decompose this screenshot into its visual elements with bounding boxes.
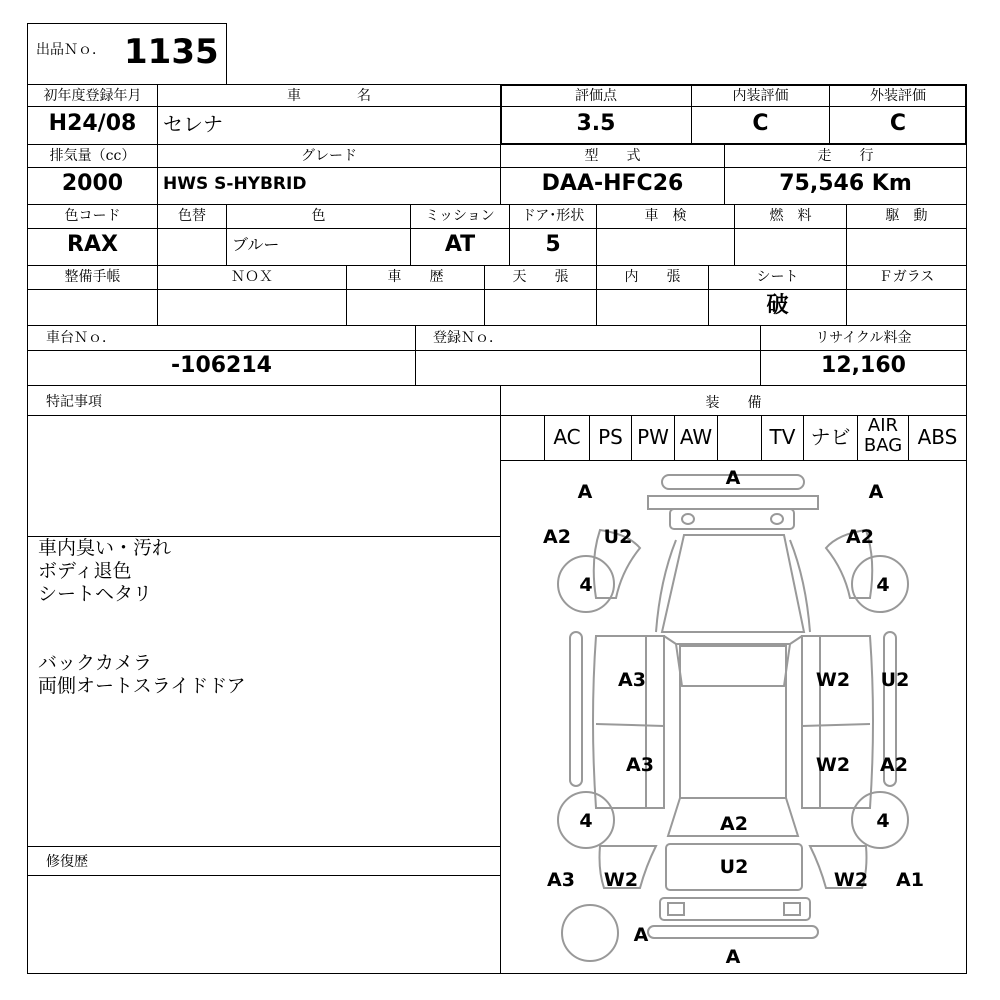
equipment-navi: ナビ (810, 425, 851, 449)
equipment-pw: PW (637, 425, 669, 449)
interior-trim-label: 内 張 (624, 269, 681, 285)
mark-tailgate: U2 (719, 856, 749, 878)
mark-front-door-right: W2 (815, 669, 851, 691)
interior-grade-value: C (752, 111, 769, 136)
color-code-label: 色コード (64, 208, 121, 224)
mark-rocker-right-upper: U2 (880, 669, 910, 691)
note-line (38, 606, 246, 629)
color-code-value: RAX (67, 232, 118, 257)
mark-rear-left: W2 (603, 869, 639, 891)
exterior-grade-label: 外装評価 (870, 88, 926, 104)
mark-rear-door-left: A3 (626, 754, 654, 776)
doors-value: 5 (545, 232, 561, 257)
seat-value: 破 (766, 293, 789, 318)
first-registration-value: H24/08 (48, 111, 137, 136)
model-code-value: DAA-HFC26 (541, 171, 684, 196)
equipment-airbag (858, 416, 908, 456)
repaint-label: 色替 (178, 208, 206, 224)
mark-tire-rear-left: 4 (579, 810, 593, 832)
color-label: 色 (311, 208, 326, 224)
vehicle-history-label: 車 歴 (387, 269, 444, 285)
mark-front-left-corner: A (577, 481, 593, 503)
mark-tire-front-left: 4 (579, 574, 593, 596)
equipment-tv: TV (769, 425, 796, 449)
notes-label: 特記事項 (46, 394, 102, 410)
mark-rear-right: W2 (833, 869, 869, 891)
mark-front-bumper: A (725, 467, 741, 489)
seat-label: シート (756, 269, 799, 285)
headliner-label: 天 張 (512, 269, 569, 285)
displacement-value: 2000 (61, 171, 124, 196)
mark-rear-bumper: A (725, 946, 741, 968)
mark-quarter-left: A3 (547, 869, 575, 891)
equipment-ps: PS (598, 425, 623, 449)
registration-number-label: 登録Ｎｏ． (433, 330, 503, 346)
mileage-value: 75,546 Km (779, 171, 912, 196)
airbag-line-2: BAG (863, 435, 903, 456)
equipment-label: 装 備 (705, 395, 762, 411)
mileage-label: 走 行 (817, 148, 874, 164)
transmission-label: ミッション (425, 208, 495, 224)
recycle-fee-label: リサイクル料金 (815, 330, 912, 346)
equipment-abs: ABS (917, 425, 958, 449)
notes-text (38, 537, 246, 698)
note-line: 両側オートスライドドア (38, 675, 246, 697)
repair-history-label: 修復歴 (46, 854, 88, 870)
inspection-label: 車 検 (644, 208, 687, 224)
chassis-number-value: -106214 (171, 353, 272, 378)
color-value: ブルー (232, 235, 280, 254)
front-glass-label: Ｆガラス (878, 269, 935, 285)
car-name-label: 車 名 (287, 88, 371, 104)
lot-number: 1135 (124, 32, 219, 72)
score-label: 評価点 (575, 88, 617, 104)
mark-rear-roof: A2 (720, 813, 748, 835)
note-line: ボディ退色 (38, 560, 132, 582)
score-value: 3.5 (576, 111, 616, 136)
mark-front-right-corner: A (868, 481, 884, 503)
fuel-label: 燃 料 (769, 208, 812, 224)
equipment-ac: AC (553, 425, 581, 449)
grade-value: HWS S-HYBRID (163, 174, 307, 194)
mark-fender-right: A2 (846, 526, 874, 548)
interior-grade-label: 内装評価 (732, 88, 789, 104)
mark-tire-rear-right: 4 (876, 810, 890, 832)
grade-label: グレード (301, 148, 357, 164)
mark-tire-front-right: 4 (876, 574, 890, 596)
note-line (38, 629, 246, 652)
displacement-label: 排気量（cc） (49, 148, 136, 164)
service-book-label: 整備手帳 (64, 269, 121, 285)
lot-number-box (27, 23, 227, 85)
mark-quarter-right: A1 (896, 869, 924, 891)
note-line: 車内臭い・汚れ (38, 537, 172, 559)
first-registration-label: 初年度登録年月 (43, 88, 142, 104)
note-line: バックカメラ (38, 652, 153, 674)
note-line: シートヘタリ (38, 583, 153, 605)
mark-rear-bumper-left: A (633, 924, 649, 946)
drive-label: 駆 動 (885, 208, 928, 224)
car-name-value: セレナ (163, 112, 223, 136)
lot-number-label: 出品Ｎｏ． (36, 42, 106, 58)
recycle-fee-value: 12,160 (821, 353, 906, 378)
airbag-line-1: AIR (867, 415, 899, 436)
model-code-label: 型 式 (584, 148, 641, 164)
mark-front-door-left: A3 (618, 669, 646, 691)
transmission-value: AT (444, 232, 476, 257)
chassis-number-label: 車台Ｎｏ． (46, 330, 116, 346)
nox-label: ＮＯＸ (231, 269, 273, 285)
mark-rear-door-right: W2 (815, 754, 851, 776)
mark-fender-left: A2 (543, 526, 571, 548)
doors-label: ドア･形状 (521, 208, 585, 224)
exterior-grade-value: C (889, 111, 907, 136)
mark-pillar-left: U2 (603, 526, 633, 548)
equipment-aw: AW (679, 425, 713, 449)
mark-rocker-right-lower: A2 (880, 754, 908, 776)
